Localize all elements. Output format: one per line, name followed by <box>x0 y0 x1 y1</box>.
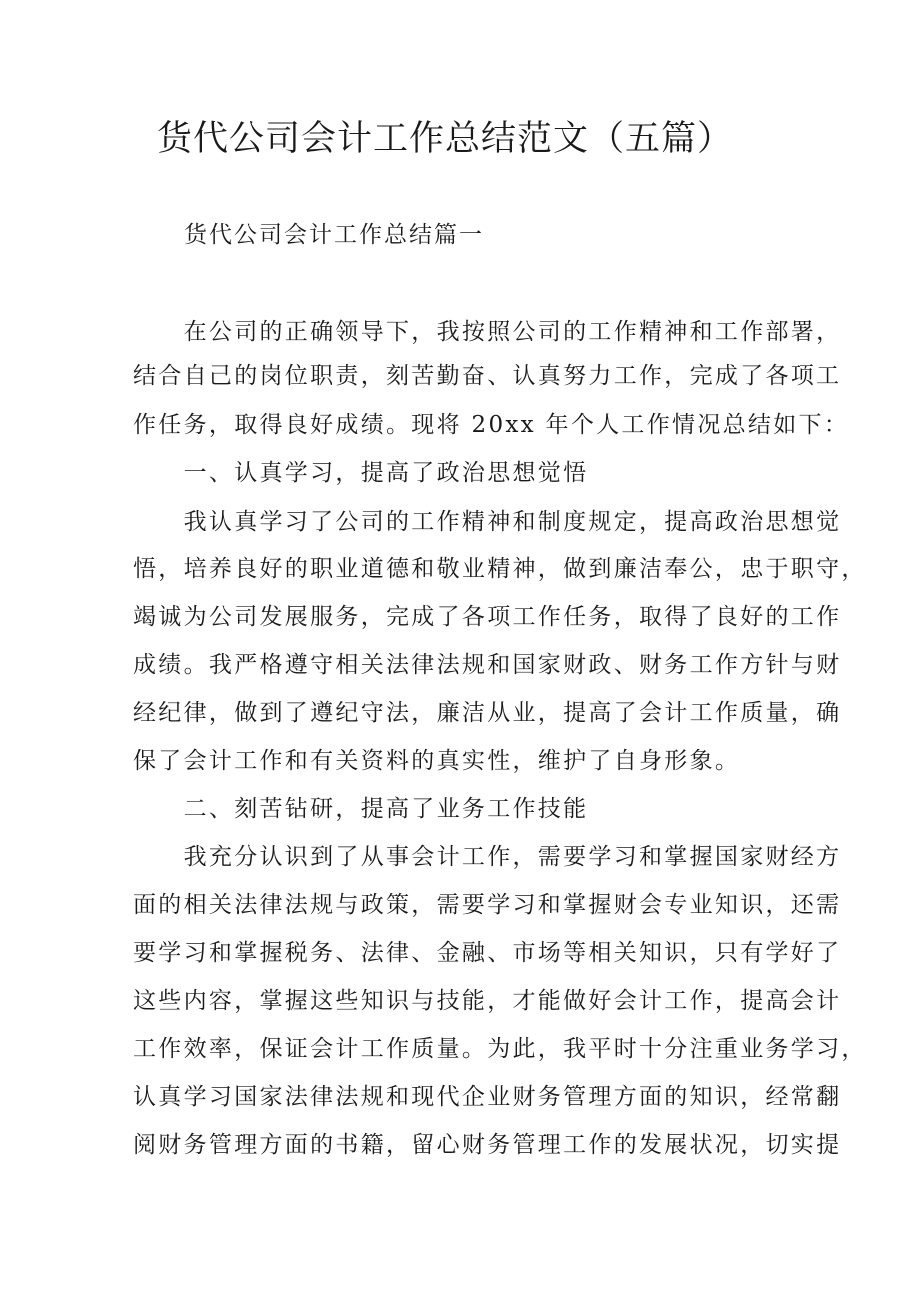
body-line: 要学习和掌握税务、法律、金融、市场等相关知识，只有学好了 <box>133 940 842 966</box>
body-line: 面的相关法律法规与政策，需要学习和掌握财会专业知识，还需 <box>133 892 842 918</box>
body-line: 这些内容，掌握这些知识与技能，才能做好会计工作，提高会计 <box>133 988 842 1014</box>
body-line: 阅财务管理方面的书籍，留心财务管理工作的发展状况，切实提 <box>133 1132 842 1158</box>
body-line: 一、认真学习，提高了政治思想觉悟 <box>133 460 589 486</box>
body-line: 在公司的正确领导下，我按照公司的工作精神和工作部署， <box>133 319 842 345</box>
body-line: 悟，培养良好的职业道德和敬业精神，做到廉洁奉公，忠于职守， <box>133 556 867 582</box>
body-line: 结合自己的岗位职责，刻苦勤奋、认真努力工作，完成了各项工 <box>133 363 842 389</box>
body-line: 工作效率，保证会计工作质量。为此，我平时十分注重业务学习， <box>133 1036 867 1062</box>
body-line: 经纪律，做到了遵纪守法，廉洁从业，提高了会计工作质量，确 <box>133 700 842 726</box>
body-line: 我充分认识到了从事会计工作，需要学习和掌握国家财经方 <box>133 844 842 870</box>
body-line: 成绩。我严格遵守相关法律法规和国家财政、财务工作方针与财 <box>133 652 842 678</box>
body-line: 作任务，取得良好成绩。现将 20xx 年个人工作情况总结如下： <box>133 412 850 438</box>
document-title: 货代公司会计工作总结范文（五篇） <box>156 119 733 159</box>
body-line: 认真学习国家法律法规和现代企业财务管理方面的知识，经常翻 <box>133 1084 842 1110</box>
body-line: 二、刻苦钻研，提高了业务工作技能 <box>133 796 589 822</box>
body-line: 竭诚为公司发展服务，完成了各项工作任务，取得了良好的工作 <box>133 604 842 630</box>
body-line: 我认真学习了公司的工作精神和制度规定，提高政治思想觉 <box>133 509 842 535</box>
body-line: 保了会计工作和有关资料的真实性，维护了自身形象。 <box>133 748 741 774</box>
section-heading: 货代公司会计工作总结篇一 <box>184 222 484 248</box>
